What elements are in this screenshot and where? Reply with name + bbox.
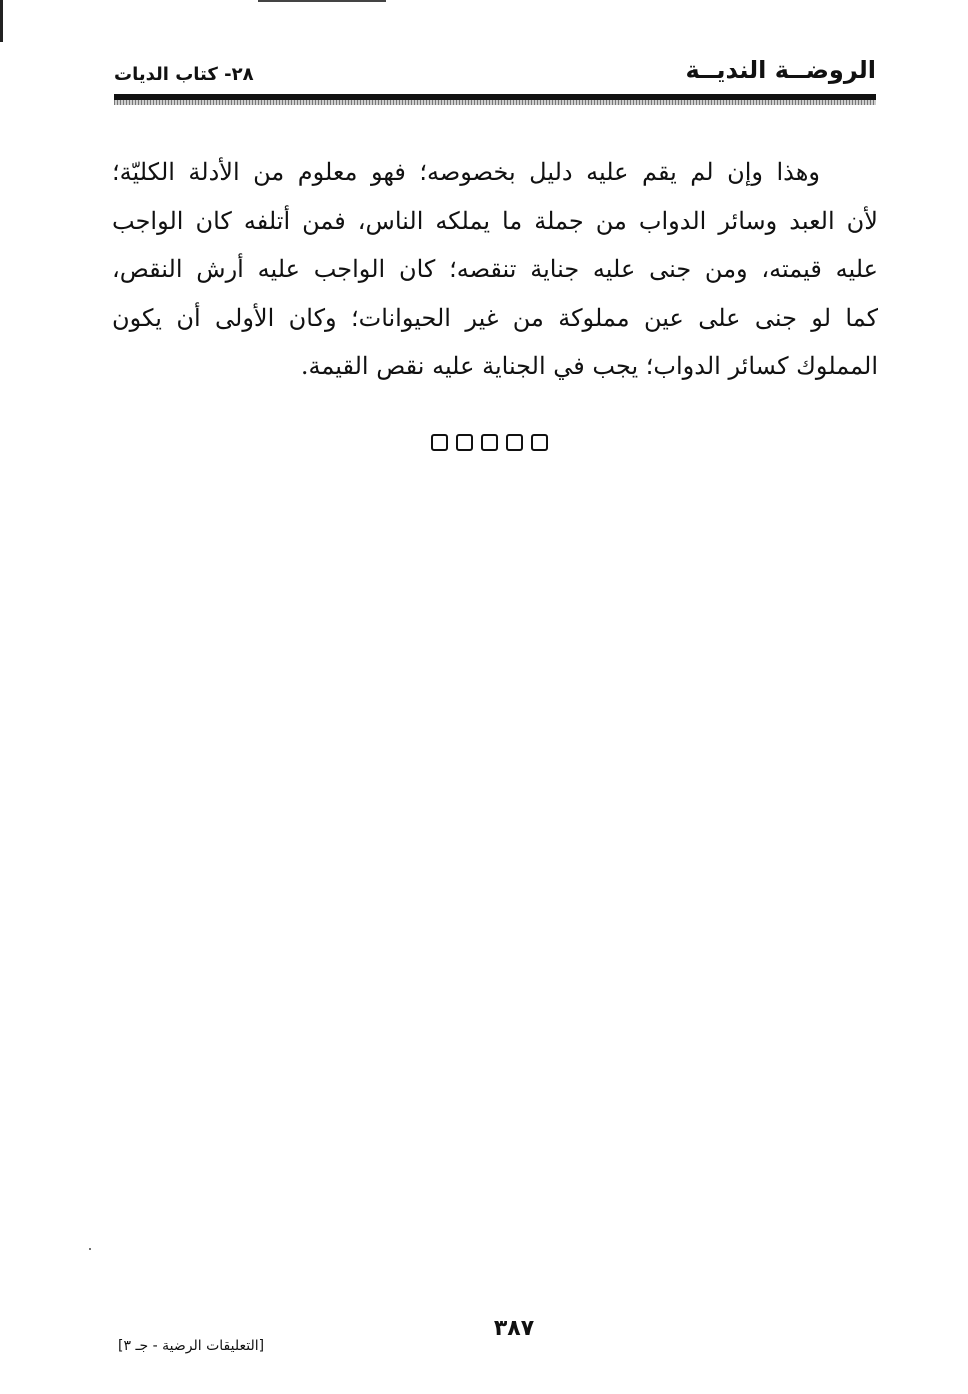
body-paragraph xyxy=(112,148,878,391)
paragraph-line: المملوك كسائر الدواب؛ يجب في الجناية عليه نقص القيمة. xyxy=(300,352,878,380)
separator-square-icon xyxy=(431,434,448,451)
chapter-title: ٢٨- كتاب الديات xyxy=(114,64,254,85)
paragraph-line: لأن العبد وسائر الدواب من جملة ما يملكه الناس، فمن أتلفه كان الواجب xyxy=(112,206,878,235)
page-number: ٣٨٧ xyxy=(493,1316,535,1341)
scan-artifact-left xyxy=(0,0,3,42)
paragraph-line: وهذا وإن لم يقم عليه دليل بخصوصه؛ فهو معلوم من الأدلة الكليّة؛ xyxy=(112,158,820,186)
separator-square-icon xyxy=(456,434,473,451)
section-separator xyxy=(431,434,571,456)
scan-speck xyxy=(89,1248,91,1250)
paragraph-line: كما لو جنى على عين مملوكة من غير الحيوانات؛ وكان الأولى أن يكون xyxy=(112,303,878,332)
separator-square-icon xyxy=(481,434,498,451)
paragraph-line: عليه قيمته، ومن جنى عليه جناية تنقصه؛ كان الواجب عليه أرش النقص، xyxy=(112,255,878,283)
running-header xyxy=(114,52,876,94)
book-title: الروضــة النديــة xyxy=(685,56,876,84)
separator-square-icon xyxy=(531,434,548,451)
header-rule-texture xyxy=(114,100,876,105)
footer-reference: [التعليقات الرضية - جـ ٣] xyxy=(118,1338,265,1354)
scan-artifact-top xyxy=(258,0,386,2)
separator-square-icon xyxy=(506,434,523,451)
